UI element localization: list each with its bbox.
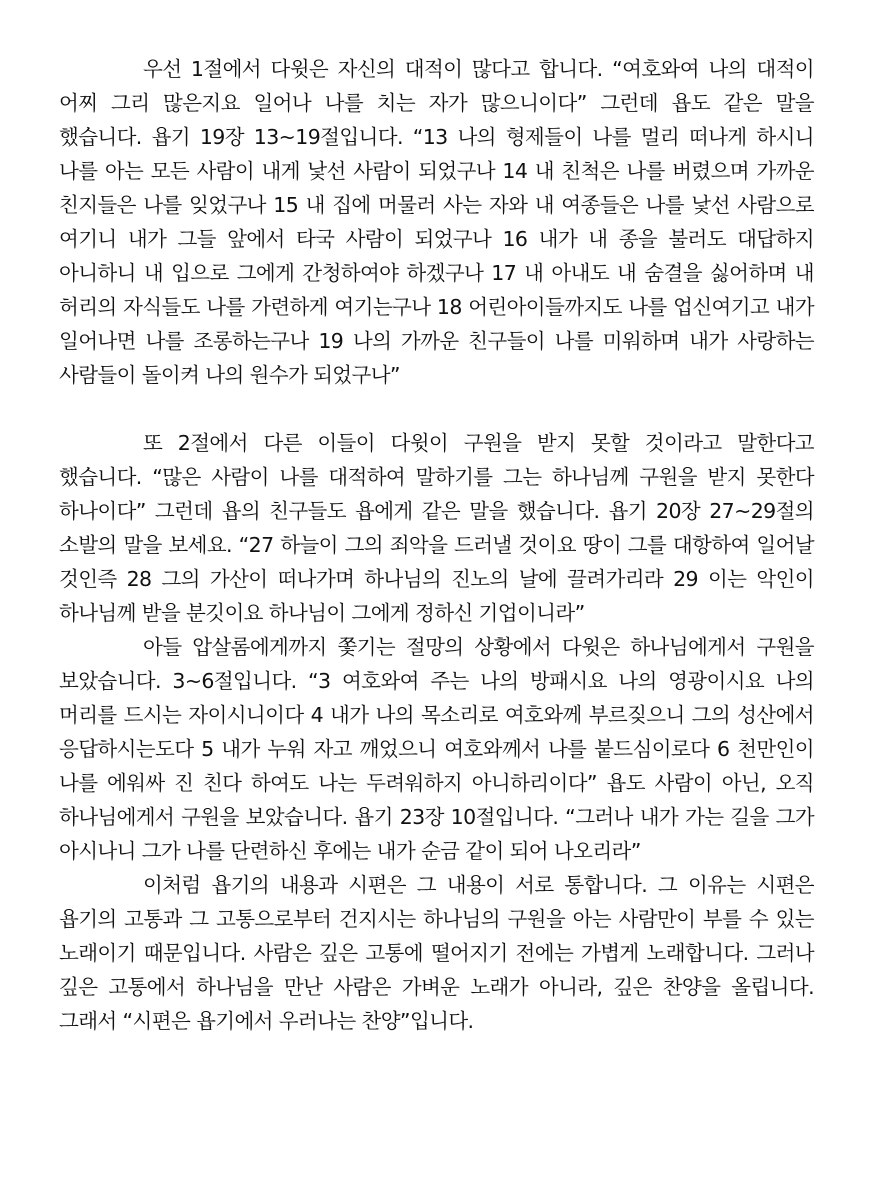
- paragraph-2: 또 2절에서 다른 이들이 다윗이 구원을 받지 못할 것이라고 말한다고 했습니다. “많은 사람이 나를 대적하여 말하기를 그는 하나님께 구원을 받지 못한다 하나이다” 그런데 욥의 친구들도 욥에게 같은 말을 했습니다. 욥기 20장 27~29절의 소발의 말을 보세요. “27 하늘이 그의 죄악을 드러낼 것이요 땅이 그를 대항하여 일어날 것인즉 28 그의 가산이 떠나가며 하나님의 진노의 날에 끌려가리라 29 이는 악인이 하나님께 받을 분깃이요 하나님이 그에게 정하신 기업이니라”: [59, 431, 814, 625]
- document-page: [59, 52, 814, 1038]
- paragraph-gap: [59, 392, 814, 426]
- paragraph-4: 이처럼 욥기의 내용과 시편은 그 내용이 서로 통합니다. 그 이유는 시편은 욥기의 고통과 그 고통으로부터 건지시는 하나님의 구원을 아는 사람만이 부를 수 있는 노래이기 때문입니다. 사람은 깊은 고통에 떨어지기 전에는 가볍게 노래합니다. 그러나 깊은 고통에서 하나님을 만난 사람은 가벼운 노래가 아니라, 깊은 찬양을 올립니다. 그래서 “시편은 욥기에서 우러나는 찬양”입니다.: [59, 873, 814, 1033]
- paragraph-3: 아들 압살롬에게까지 쫓기는 절망의 상황에서 다윗은 하나님에게서 구원을 보았습니다. 3~6절입니다. “3 여호와여 주는 나의 방패시요 나의 영광이시요 나의 머리를 드시는 자이시니이다 4 내가 나의 목소리로 여호와께 부르짖으니 그의 성산에서 응답하시는도다 5 내가 누워 자고 깨었으니 여호와께서 나를 붙드심이로다 6 천만인이 나를 에워싸 진 친다 하여도 나는 두려워하지 아니하리이다” 욥도 사람이 아닌, 오직 하나님에게서 구원을 보았습니다. 욥기 23장 10절입니다. “그러나 내가 가는 길을 그가 아시나니 그가 나를 단련하신 후에는 내가 순금 같이 되어 나오리라”: [59, 635, 814, 863]
- paragraph-1: 우선 1절에서 다윗은 자신의 대적이 많다고 합니다. “여호와여 나의 대적이 어찌 그리 많은지요 일어나 나를 치는 자가 많으니이다” 그런데 욥도 같은 말을 했습니다. 욥기 19장 13~19절입니다. “13 나의 형제들이 나를 멀리 떠나게 하시니 나를 아는 모든 사람이 내게 낯선 사람이 되었구나 14 내 친척은 나를 버렸으며 가까운 친지들은 나를 잊었구나 15 내 집에 머물러 사는 자와 내 여종들은 나를 낯선 사람으로 여기니 내가 그들 앞에서 타국 사람이 되었구나 16 내가 내 종을 불러도 대답하지 아니하니 내 입으로 그에게 간청하여야 하겠구나 17 내 아내도 내 숨결을 싫어하며 내 허리의 자식들도 나를 가련하게 여기는구나 18 어린아이들까지도 나를 업신여기고 내가 일어나면 나를 조롱하는구나 19 나의 가까운 친구들이 나를 미워하며 내가 사랑하는 사람들이 돌이켜 나의 원수가 되었구나”: [59, 57, 814, 387]
